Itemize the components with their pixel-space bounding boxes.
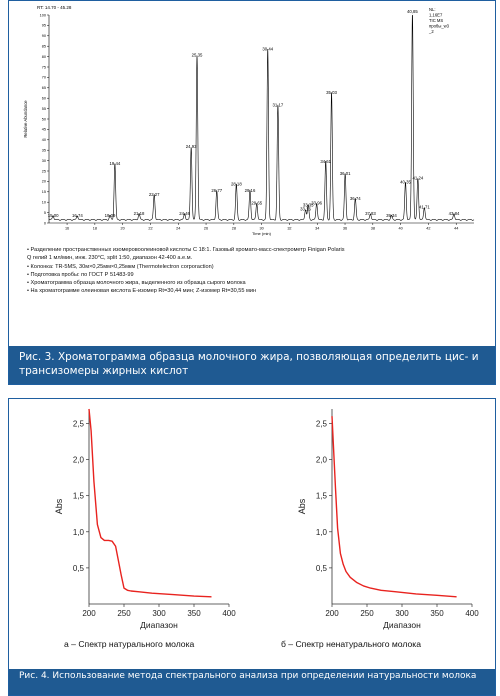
peak-label: 41,24 [412,175,424,181]
y-tick-label: 60 [41,96,46,101]
peak-label: 43,84 [448,210,460,216]
spectrum-a-label: а – Спектр натурального молока [64,639,195,649]
peak-label: 22,27 [148,192,160,198]
x-tick-label: 18 [92,226,97,231]
y-tick-label: 1,5 [72,491,84,501]
peak-label: 15,00 [47,212,59,218]
peak-label: 16,74 [71,212,83,218]
chart-info-text: пробы_w3 [429,23,450,29]
peak-label: 29,65 [251,200,263,206]
figure-3-panel [8,0,496,385]
note-line: • Разделение пространственных изомеровоолеиновой кислоты C 18:1. Газовый хромато-масс-спектрометр Finigan Polaris [27,247,345,253]
peak-label: 33,16 [300,206,311,212]
y-tick-label: 2,0 [72,455,84,465]
y-tick-label: 40 [41,138,46,143]
y-tick-label: 45 [41,127,46,132]
note-line: • Колонка: TR-5MS, 30м×0,25мм×0,25мкм (Thermotelectron corporaction) [27,263,214,270]
spectrum-line [89,409,212,597]
x-tick-label: 20 [120,226,125,231]
y-tick-label: 2,0 [315,455,327,465]
peak-label: 19,44 [109,160,121,166]
peak-label: 36,01 [339,171,351,177]
peak-label: 33,35 [302,202,314,208]
y-tick-label: 1,0 [315,527,327,537]
note-line: • Хроматограмма образца молочного жира, выделенного из образца сырого молока [27,280,246,287]
peak-label: 25,35 [191,52,203,58]
peak-label: 35,03 [326,90,337,96]
peak-label: 19,09 [104,212,116,218]
spectrum-line [332,416,457,597]
y-tick-label: 10 [41,200,46,205]
peak-label: 21,18 [133,210,145,216]
x-tick-label: 38 [370,226,375,231]
x-tick-label: 40 [398,226,403,231]
x-tick-label: 22 [148,226,153,231]
spectrum-b-label: б – Спектр ненатурального молока [281,639,421,649]
x-tick-label: 26 [203,226,209,231]
note-line: • На хроматограмме олеиновая кислота E-изомер Rt=30,44 мин; Z-изомер Rt=30,55 мин [27,288,257,295]
chart-header-text: RT: 14.70 - 45.28 [37,5,72,10]
chart-info-text: NL: [429,7,436,12]
x-tick-label: 28 [231,226,236,231]
y-tick-label: 15 [41,190,46,195]
peak-label: 26,77 [211,187,223,193]
peak-label: 33,96 [311,200,323,206]
peak-label: 30,44 [262,46,274,52]
chart-info-text: _2 [429,29,434,34]
y-tick-label: 50 [41,117,46,122]
y-tick-label: 75 [41,65,46,70]
peak-label: 36,74 [349,196,361,202]
y-tick-label: 5 [43,210,46,215]
y-tick-label: 2,5 [315,419,327,429]
x-tick-label: 44 [454,226,459,231]
x-tick-label: 24 [176,226,181,231]
x-tick-label: 200 [325,609,339,618]
figure-3-notes [27,246,345,296]
peak-label: 24,93 [185,144,197,150]
spectrum-natural-chart [9,399,252,635]
peak-label: 40,35 [400,179,411,185]
x-tick-label: 200 [82,609,96,618]
chart-info-text: 1,16E7 [429,12,443,18]
y-axis-title: Abs [297,498,307,515]
peak-label: 31,17 [272,102,284,108]
y-tick-label: 55 [41,106,46,111]
y-tick-label: 80 [41,54,46,59]
figure-4-caption: Рис. 4. Использование метода спектрального анализа при определении натуральности молока [9,669,495,695]
y-tick-label: 1,5 [315,491,327,501]
peak-label: 24,46 [179,210,191,216]
peak-label: 28,18 [230,181,242,187]
y-tick-label: 1,0 [72,527,84,537]
x-tick-label: 350 [187,609,201,618]
y-tick-label: 0,5 [315,563,327,573]
x-axis-title: Time (min) [252,231,271,236]
x-tick-label: 34 [315,226,320,231]
chart-info-text: TIC MS [429,18,444,23]
x-axis-title: Диапазон [140,620,178,630]
figure-4-panel [8,398,496,696]
y-tick-label: 85 [41,44,46,49]
x-tick-label: 300 [152,609,166,618]
y-tick-label: 95 [41,23,46,28]
x-tick-label: 400 [465,609,479,618]
peak-label: 39,34 [386,212,397,218]
y-tick-label: 90 [41,34,46,39]
note-line: Q гелий 1 мл/мин, инж. 230°C, split 1:50, диапазон 42-400 а.е.м. [27,255,193,262]
y-tick-label: 20 [41,179,46,184]
figure-3-caption: Рис. 3. Хроматограмма образца молочного жира, позволяющая определить цис- и трансизомеры жирных кислот [9,346,495,384]
x-tick-label: 32 [287,226,292,231]
x-tick-label: 36 [342,226,348,231]
y-tick-label: 0 [43,221,46,226]
y-axis-title: Abs [54,498,64,515]
peak-label: 41,71 [419,204,430,210]
x-tick-label: 250 [117,609,131,618]
y-tick-label: 2,5 [72,419,84,429]
x-axis-title: Диапазон [383,620,421,630]
peak-label: 40,85 [407,9,418,14]
y-tick-label: 35 [41,148,46,153]
y-tick-label: 70 [41,75,46,80]
peak-label: 37,83 [365,210,376,216]
note-line: • Подготовка пробы: по ГОСТ Р 51483-99 [27,271,134,278]
x-tick-label: 250 [360,609,374,618]
y-tick-label: 25 [41,169,46,174]
x-tick-label: 42 [426,226,431,231]
y-axis-title: Relative Abundance [23,100,28,138]
x-tick-label: 30 [259,226,264,231]
peak-label: 34,61 [320,158,332,164]
y-tick-label: 100 [39,13,46,18]
peak-label: 29,16 [244,187,256,193]
x-tick-label: 16 [64,226,70,231]
y-tick-label: 65 [41,86,46,91]
spectrum-unnatural-chart [252,399,495,635]
y-tick-label: 0,5 [72,563,84,573]
y-tick-label: 30 [41,158,46,163]
x-tick-label: 400 [222,609,236,618]
chromatogram-chart [9,1,495,246]
x-tick-label: 300 [395,609,409,618]
x-tick-label: 350 [430,609,444,618]
